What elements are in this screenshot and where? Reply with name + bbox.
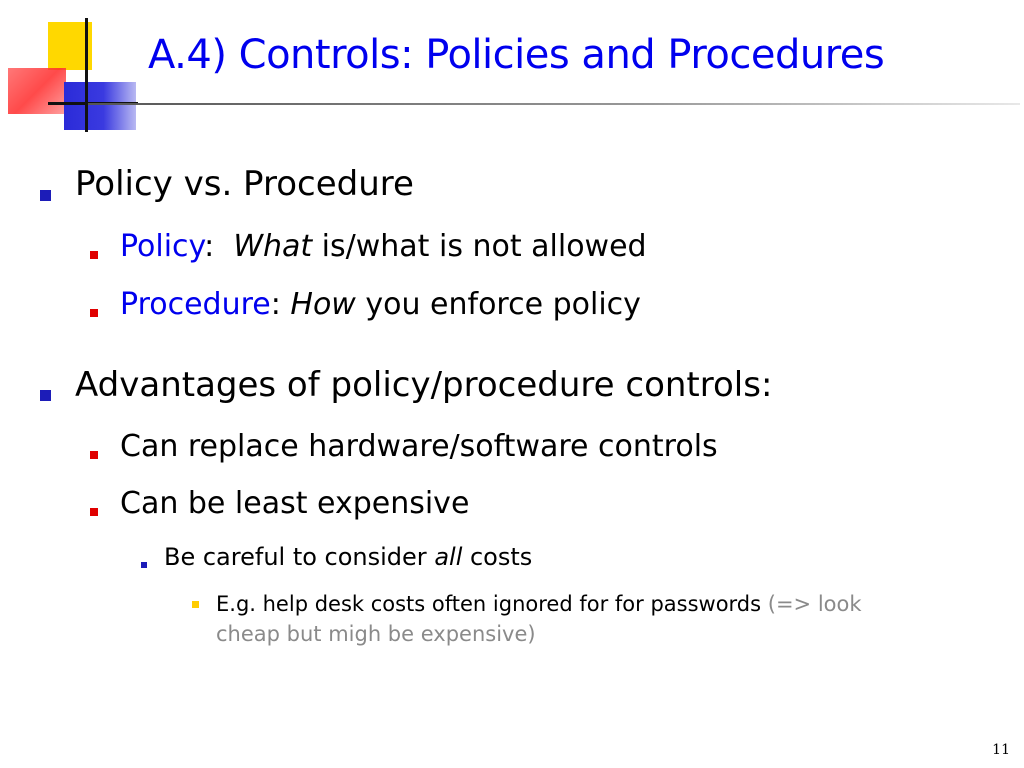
emphasis-all: all: [434, 543, 463, 571]
bullet-text: Advantages of policy/procedure controls:: [75, 365, 773, 405]
bullet-square-icon: [192, 601, 199, 608]
bullet-square-icon: [90, 251, 98, 259]
bullet-square-icon: [141, 562, 147, 568]
bullet-advantages: [75, 365, 772, 405]
bullet-square-icon: [40, 390, 51, 401]
bullet-square-icon: [90, 508, 98, 516]
logo-vertical-line: [85, 18, 88, 132]
term-procedure: Procedure: [120, 287, 271, 322]
slide-title: A.4) Controls: Policies and Procedures: [148, 32, 885, 78]
example-line-2: cheap but migh be expensive): [216, 622, 536, 646]
bullet-text: costs: [462, 543, 533, 571]
bullet-text: Can replace hardware/software controls: [120, 429, 718, 464]
bullet-procedure-definition: [120, 287, 641, 322]
separator: :: [204, 229, 215, 264]
bullet-policy-definition: [120, 229, 647, 264]
separator: :: [270, 287, 281, 322]
bullet-can-replace: [120, 429, 718, 464]
bullet-square-icon: [90, 309, 98, 317]
emphasis-what: What: [233, 229, 313, 264]
example-note: (=> look: [767, 592, 862, 616]
bullet-least-expensive: [120, 486, 469, 521]
decorative-squares-logo: [0, 0, 150, 140]
red-square: [8, 68, 66, 114]
definition-text: is/what is not allowed: [312, 229, 647, 264]
bullet-text: Be careful to consider: [164, 543, 435, 571]
term-policy: Policy: [120, 229, 205, 264]
example-text: E.g. help desk costs often ignored for for passwords: [216, 592, 768, 616]
bullet-example-helpdesk: [216, 589, 862, 649]
blue-square: [64, 82, 136, 130]
bullet-text: Can be least expensive: [120, 486, 470, 521]
bullet-be-careful: [164, 543, 532, 571]
definition-text: you enforce policy: [355, 287, 641, 322]
page-number: 11: [992, 742, 1010, 758]
bullet-text: Policy vs. Procedure: [75, 164, 414, 204]
bullet-square-icon: [40, 190, 51, 201]
title-divider: [88, 103, 1020, 105]
example-line-1: [216, 589, 862, 619]
bullet-policy-vs-procedure: [75, 164, 414, 204]
emphasis-how: How: [290, 287, 356, 322]
bullet-square-icon: [90, 451, 98, 459]
